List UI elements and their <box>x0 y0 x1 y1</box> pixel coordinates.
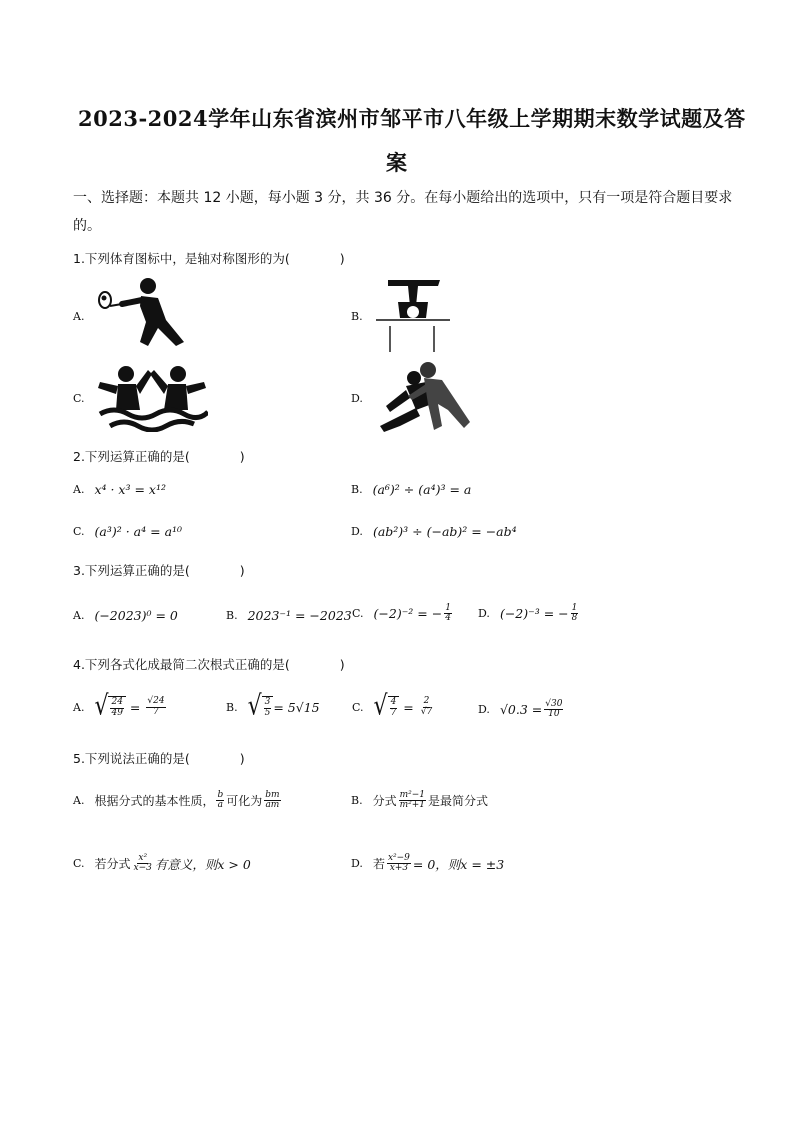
q4-option-b: B. √ $\frac{3}{5}$ = 5√15 <box>226 690 320 722</box>
q4-option-c-result: $\frac{2}{√7}$ <box>420 696 433 717</box>
q4-option-c: C. √ $\frac{4}{7}$ = $\frac{2}{√7}$ <box>352 690 433 722</box>
question-1-stem: 1.下列体育图标中，是轴对称图形的为( ) <box>73 251 345 266</box>
section-instructions-continued: 的。 <box>73 218 101 234</box>
question-2-stem: 2.下列运算正确的是( ) <box>73 449 245 464</box>
q5-option-a-fraction-2: $\frac{bm}{am}$ <box>265 790 280 811</box>
q2-option-c: C. (a³)² · a⁴ = a¹⁰ <box>73 524 183 539</box>
page-title: 2023-2024学年山东省滨州市邹平市八年级上学期期末数学试题及答 <box>78 106 746 131</box>
q1-option-d-label: D. <box>351 392 363 405</box>
q3-option-c: C. (−2)⁻² = − $\frac{1}{4}$ <box>352 603 451 624</box>
question-4-stem: 4.下列各式化成最简二次根式正确的是( ) <box>73 657 345 672</box>
handstand-gymnast-icon <box>376 276 452 354</box>
q2-option-d-expression: (ab²)³ ÷ (−ab)² = −ab⁴ <box>372 524 517 539</box>
q4-option-a: A. √ $\frac{24}{49}$ = $\frac{√24}{7}$ <box>73 690 165 722</box>
question-5-stem: 5.下列说法正确的是( ) <box>73 751 245 766</box>
q4-option-d: D. √0.3 = $\frac{√30}{10}$ <box>478 699 563 720</box>
q3-option-d: D. (−2)⁻³ = − $\frac{1}{8}$ <box>478 603 578 624</box>
q4-option-a-radical: √ $\frac{24}{49}$ <box>94 696 125 718</box>
q3-option-b: B. 2023⁻¹ = −2023 <box>226 608 352 623</box>
q4-option-b-result: = 5√15 <box>273 699 320 715</box>
wrestling-icon <box>372 360 474 434</box>
q3-option-b-expression: 2023⁻¹ = −2023 <box>247 608 352 623</box>
q3-option-a-expression: (−2023)⁰ = 0 <box>94 608 178 623</box>
q5-option-c-fraction: $\frac{\text{x²}}{x-3}$ <box>133 853 152 874</box>
q5-option-d-fraction: $\frac{\text{x²−9}}{x+3}$ <box>387 853 410 874</box>
q5-option-a-fraction-1: $\frac{b}{a}$ <box>217 790 224 811</box>
q5-option-c: C. 若分式 $\frac{\text{x²}}{x-3}$ 有意义，则x > 0 <box>73 853 251 874</box>
q4-option-d-result: $\frac{√30}{10}$ <box>545 699 563 720</box>
q2-option-b: B. (a⁶)² ÷ (a⁴)³ = a <box>351 482 472 497</box>
q1-option-b-label: B. <box>351 310 363 323</box>
q5-option-b: B. 分式 $\frac{\text{m²−1}}{\text{m²+1}}$ 是最简分式 <box>351 790 489 811</box>
q4-option-b-radical: √ $\frac{3}{5}$ <box>248 696 274 718</box>
page-title-continued: 案 <box>386 150 408 175</box>
q3-option-a: A. (−2023)⁰ = 0 <box>73 608 178 623</box>
q1-option-a-label: A. <box>73 310 85 323</box>
q1-option-c-label: C. <box>73 392 85 405</box>
q2-option-a: A. x⁴ · x³ = x¹² <box>73 482 166 497</box>
section-instructions: 一、选择题：本题共 12 小题，每小题 3 分，共 36 分。在每小题给出的选项中，只有一项是符合题目要求 <box>73 190 733 206</box>
q3-option-d-fraction: $\frac{1}{8}$ <box>571 603 578 624</box>
q4-option-c-radical: √ $\frac{4}{7}$ <box>374 696 400 718</box>
q5-option-d: D. 若 $\frac{\text{x²−9}}{x+3}$ = 0，则x = ±3 <box>351 853 505 874</box>
q5-option-b-fraction: $\frac{\text{m²−1}}{\text{m²+1}}$ <box>399 790 426 811</box>
synchronized-swimming-icon <box>96 364 208 432</box>
q3-option-c-fraction: $\frac{1}{4}$ <box>445 603 451 624</box>
question-3-stem: 3.下列运算正确的是( ) <box>73 563 245 578</box>
q3-option-d-expression: (−2)⁻³ = − <box>499 606 569 622</box>
q3-option-c-expression: (−2)⁻² = − <box>373 606 443 622</box>
q4-option-a-result: $\frac{√24}{7}$ <box>147 696 165 717</box>
q4-option-d-expression: √0.3 = <box>499 702 543 718</box>
q2-option-a-expression: x⁴ · x³ = x¹² <box>94 482 166 497</box>
q2-option-d: D. (ab²)³ ÷ (−ab)² = −ab⁴ <box>351 524 517 539</box>
badminton-icon <box>96 276 196 348</box>
q5-option-a: A. 根据分式的基本性质， $\frac{b}{a}$ 可化为 $\frac{bm}{am}$ <box>73 790 280 811</box>
q2-option-b-expression: (a⁶)² ÷ (a⁴)³ = a <box>372 482 472 497</box>
q2-option-c-expression: (a³)² · a⁴ = a¹⁰ <box>94 524 183 539</box>
